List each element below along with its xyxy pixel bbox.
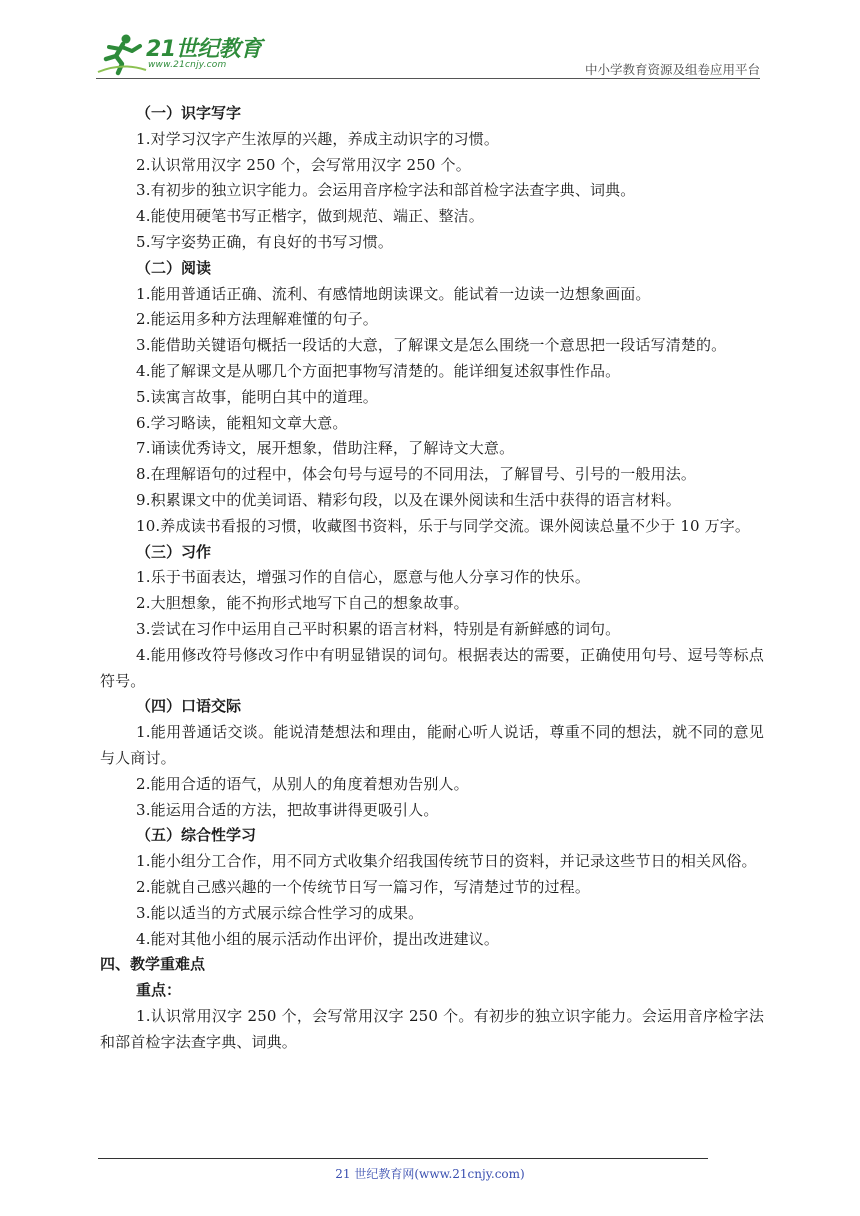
subsection-heading: （四）口语交际 — [136, 697, 242, 716]
logo-text: 21世纪教育 — [146, 37, 262, 62]
list-item: 4.能使用硬笔书写正楷字，做到规范、端正、整洁。 — [136, 207, 484, 226]
list-item: 2.认识常用汉字 250 个，会写常用汉字 250 个。 — [136, 155, 471, 174]
page-header — [96, 30, 760, 80]
subsection-heading: 重点： — [136, 981, 182, 1000]
list-item: 2.能运用多种方法理解难懂的句子。 — [136, 310, 378, 329]
runner-logo-icon — [96, 32, 148, 76]
page-footer: 21 世纪教育网(www.21cnjy.com) — [335, 1167, 525, 1181]
logo-url: www.21cnjy.com — [148, 60, 227, 70]
platform-name: 中小学教育资源及组卷应用平台 — [584, 62, 760, 77]
list-item: 4.能用修改符号修改习作中有明显错误的词句。根据表达的需要，正确使用句号、逗号等标点符号。 — [100, 645, 764, 690]
list-item: 3.能以适当的方式展示综合性学习的成果。 — [136, 903, 424, 922]
list-item: 1.能小组分工合作，用不同方式收集介绍我国传统节日的资料，并记录这些节日的相关风俗。 — [136, 852, 757, 871]
list-item: 5.读寓言故事，能明白其中的道理。 — [136, 387, 378, 406]
list-item: 2.大胆想象，能不拘形式地写下自己的想象故事。 — [136, 594, 469, 613]
list-item: 2.能用合适的语气，从别人的角度着想劝告别人。 — [136, 774, 469, 793]
subsection-heading: （一）识字写字 — [136, 104, 242, 122]
list-item: 1.乐于书面表达，增强习作的自信心，愿意与他人分享习作的快乐。 — [136, 568, 590, 587]
document-body — [100, 101, 764, 1055]
subsection-heading: （三）习作 — [136, 542, 212, 561]
list-item: 7.诵读优秀诗文，展开想象，借助注释，了解诗文大意。 — [136, 439, 515, 458]
section-heading: 四、教学重难点 — [100, 955, 206, 974]
list-item: 3.尝试在习作中运用自己平时积累的语言材料，特别是有新鲜感的词句。 — [136, 619, 621, 638]
footer-divider — [98, 1158, 708, 1159]
subsection-heading: （五）综合性学习 — [136, 826, 257, 845]
subsection-heading: （二）阅读 — [136, 258, 212, 277]
list-item: 1.对学习汉字产生浓厚的兴趣，养成主动识字的习惯。 — [136, 129, 500, 148]
list-item: 3.能运用合适的方法，把故事讲得更吸引人。 — [136, 800, 439, 819]
list-item: 8.在理解语句的过程中，体会句号与逗号的不同用法，了解冒号、引号的一般用法。 — [136, 465, 697, 484]
list-item: 3.有初步的独立识字能力。会运用音序检字法和部首检字法查字典、词典。 — [136, 181, 636, 200]
list-item: 3.能借助关键语句概括一段话的大意，了解课文是怎么围绕一个意思把一段话写清楚的。 — [136, 336, 727, 355]
list-item: 4.能了解课文是从哪几个方面把事物写清楚的。能详细复述叙事性作品。 — [136, 361, 621, 380]
list-item: 6.学习略读，能粗知文章大意。 — [136, 413, 348, 432]
list-item: 2.能就自己感兴趣的一个传统节日写一篇习作，写清楚过节的过程。 — [136, 877, 590, 896]
list-item: 1.认识常用汉字 250 个，会写常用汉字 250 个。有初步的独立识字能力。会运用音序检字法和部首检字法查字典、词典。 — [100, 1006, 764, 1051]
list-item: 10.养成读书看报的习惯，收藏图书资料，乐于与同学交流。课外阅读总量不少于 10 万字。 — [136, 516, 751, 535]
list-item: 5.写字姿势正确，有良好的书写习惯。 — [136, 232, 394, 251]
site-logo — [96, 32, 266, 76]
list-item: 1.能用普通话交谈。能说清楚想法和理由，能耐心听人说话，尊重不同的想法，就不同的意见与人商讨。 — [100, 723, 764, 767]
list-item: 4.能对其他小组的展示活动作出评价，提出改进建议。 — [136, 929, 500, 948]
header-divider — [96, 78, 760, 79]
list-item: 9.积累课文中的优美词语、精彩句段，以及在课外阅读和生活中获得的语言材料。 — [136, 490, 681, 509]
list-item: 1.能用普通话正确、流利、有感情地朗读课文。能试着一边读一边想象画面。 — [136, 284, 651, 303]
